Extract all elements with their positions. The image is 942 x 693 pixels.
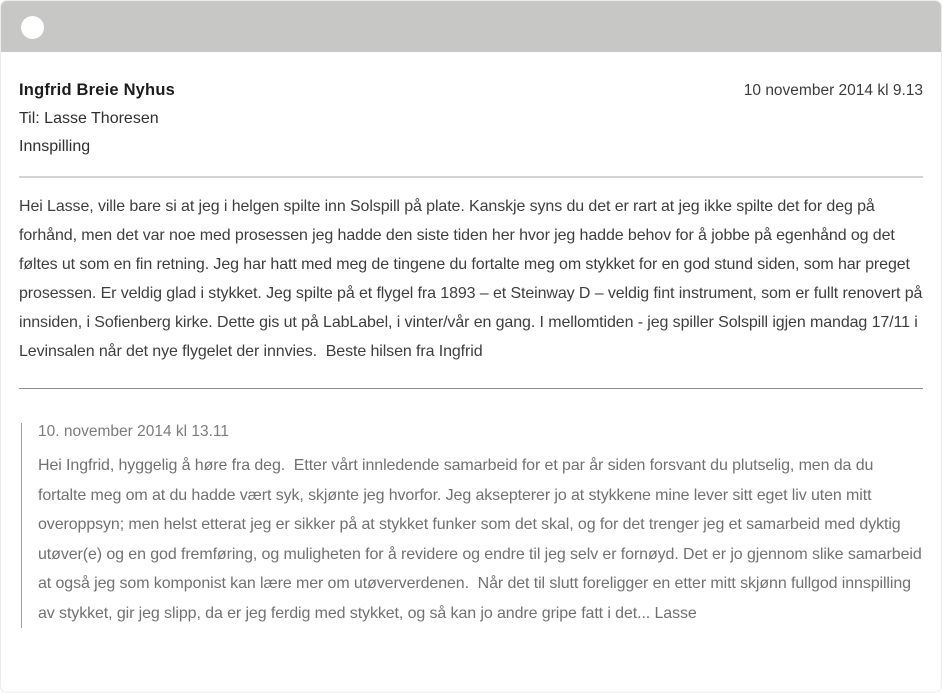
message-header: [19, 81, 923, 156]
subject-line: Innspilling: [19, 138, 91, 155]
header-divider: [19, 176, 923, 178]
message-content: [1, 81, 941, 628]
quote-divider: [19, 388, 923, 389]
quoted-message-body: Hei Ingfrid, hyggelig å høre fra deg. Etter vårt innledende samarbeid for et par år siden forsvant du plutselig, men da du fortalte meg om at du hadde vært syk, skjønte jeg hvorfor. Jeg aksepterer jo at stykkene mine lever sitt eget liv uten mitt overoppsyn; men helst etterat jeg er sikker på at stykket funker som det skal, og for det trenger jeg et samarbeid med dyktig utøver(e) og en god fremføring, og muligheten for å revidere og endre til jeg selv er fornøyd. Det er jo gjennom slike samarbeid at også jeg som komponist kan lære mer om utøververdenen. Når det til slutt foreligger en etter mitt skjønn fullgod innspilling av stykket, gir jeg slipp, da er jeg ferdig med stykket, og så kan jo andre gripe fatt i det... Lasse: [38, 457, 926, 622]
quoted-message-date: 10. november 2014 kl 13.11: [38, 423, 230, 440]
titlebar: [1, 1, 941, 52]
sender-name: Ingfrid Breie Nyhus: [19, 81, 175, 99]
quoted-message: [21, 423, 926, 628]
window-control-circle[interactable]: [21, 16, 44, 39]
message-body: Hei Lasse, ville bare si at jeg i helgen spilte inn Solspill på plate. Kanskje syns du det er rart at jeg ikke spilte det for deg på forhånd, men det var noe med prosessen jeg hadde den siste tiden her hvor jeg hadde behov for å jobbe på egenhånd og det føltes ut som en fin retning. Jeg har hatt med meg de tingene du fortalte meg om stykket for en god stund siden, som har preget prosessen. Er veldig glad i stykket. Jeg spilte på et flygel fra 1893 – et Steinway D – veldig fint instrument, som er fullt renovert på innsiden, i Sofienberg kirke. Dette gis ut på LabLabel, i vinter/vår en gang. I mellomtiden - jeg spiller Solspill igjen mandag 17/11 i Levinsalen når det nye flygelet der innvies. Beste hilsen fra Ingfrid: [19, 198, 927, 360]
message-header-top: [19, 81, 923, 100]
recipient-line: Til: Lasse Thoresen: [19, 110, 159, 127]
message-date: 10 november 2014 kl 9.13: [743, 82, 923, 99]
